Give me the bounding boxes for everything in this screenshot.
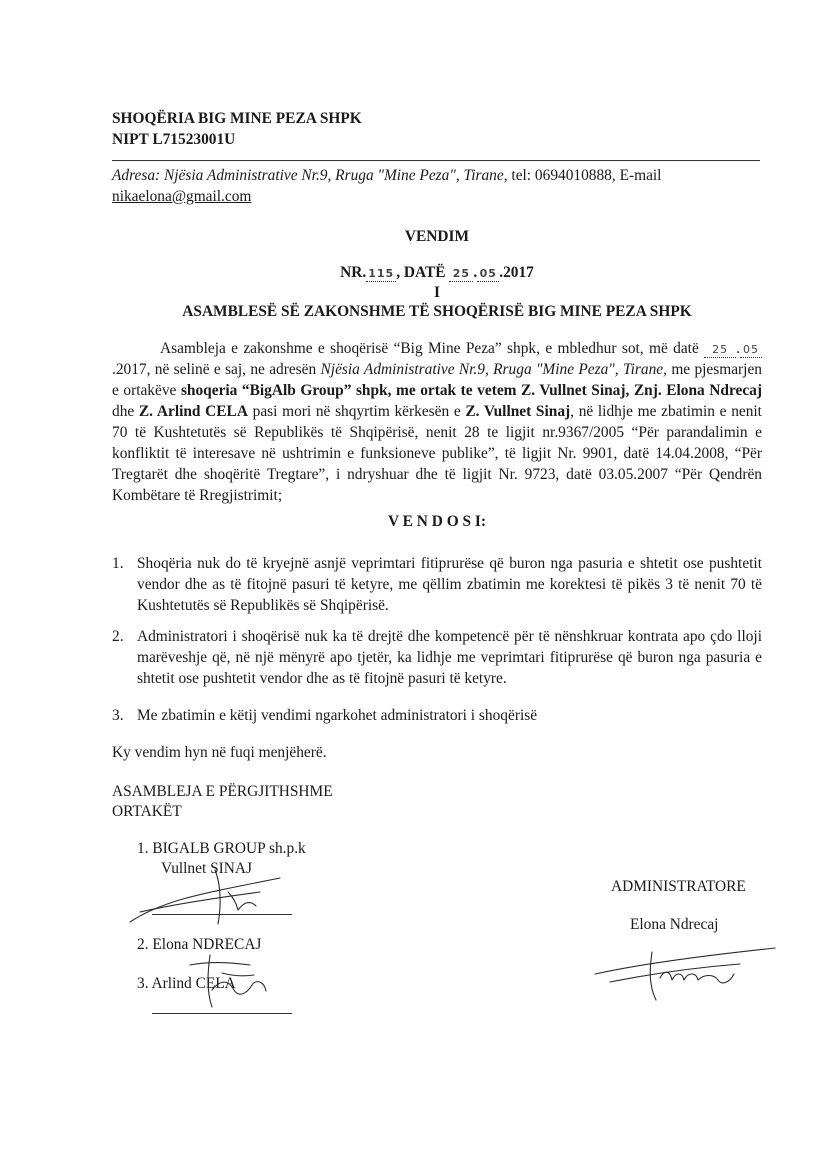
effect-statement: Ky vendim hyn në fuqi menjëherë. bbox=[112, 744, 327, 761]
intro-partner-cela: Z. Arlind CELA bbox=[138, 403, 248, 420]
intro-date-day: 25 bbox=[712, 343, 729, 356]
company-address bbox=[112, 165, 762, 186]
intro-address: Njësia Administrative Nr.9, Rruga "Mine Peza", Tirane, bbox=[320, 361, 667, 378]
decision-number: 1. bbox=[112, 555, 124, 572]
intro-text-5: pasi mori në shqyrtim kërkesën e bbox=[252, 403, 461, 420]
decision-number-line bbox=[112, 262, 762, 283]
partners-title: ORTAKËT bbox=[112, 803, 182, 820]
partner-name: Arlind CELA bbox=[151, 975, 236, 992]
signature-elona-ndrecaj bbox=[180, 935, 280, 1015]
date-separator: . bbox=[473, 264, 478, 281]
decision-text: Me zbatimin e këtij vendimi ngarkohet administratori i shoqërisë bbox=[137, 707, 538, 724]
partner-1-representative: Vullnet SINAJ bbox=[161, 860, 252, 877]
intro-text-2: .2017, në selinë e saj, ne adresën bbox=[112, 361, 317, 378]
vendosi-heading: V E N D O S I: bbox=[387, 513, 487, 530]
nr-handwritten: 115 bbox=[368, 267, 395, 280]
title-i-letter: I bbox=[434, 284, 440, 301]
administrator-name: Elona Ndrecaj bbox=[630, 916, 719, 933]
intro-text-4: dhe bbox=[112, 403, 135, 420]
assembly-signature-title: ASAMBLEJA E PËRGJITHSHME bbox=[112, 783, 333, 800]
decision-item-1 bbox=[112, 553, 762, 616]
date-suffix: .2017 bbox=[499, 264, 534, 281]
partner-name: BIGALB GROUP sh.p.k bbox=[152, 840, 306, 857]
date-prefix: , DATË bbox=[396, 264, 446, 281]
intro-text-3: me pjesmarjen e ortakëve bbox=[112, 361, 762, 399]
intro-paragraph: Asambleja e zakonshme e shoqërisë “Big Mine Peza” shpk, e mbledhur sot, më datë 25 . 05.2017, në selinë e saj, ne adresën Njësia Administrative Nr.9, Rruga "Mine Peza", Tirane, me pjesmarjen e ortakëve shoqeria “BigAlb Group” shpk, me ortak te vetem Z. Vullnet Sinaj, Znj. Elona Ndrecaj dhe Z. Arlind CELA pasi mori në shqyrtim kërkesën e Z. Vullnet Sinaj, në lidhje me zbatimin e nenit 70 të Kushtetutës së Republikës të Shqipërisë, nenit 28 te ligjit nr.9367/2005 “Për parandalimin e konfliktit të interesave në ushtrimin e funksioneve publike”, të ligjit Nr. 9901, datë 14.04.2008, “Për Tregtarët dhe shoqëritë Tregtare”, i ndryshuar dhe të ligjit Nr. 9723, datë 03.05.2007 “Për Qendrën Kombëtare të Rregjistrimit; bbox=[112, 340, 762, 504]
decision-text: Administratori i shoqërisë nuk ka të drejtë dhe kompetencë për të nënshkruar kontrata apo çdo lloji marëveshje që, në një mënyrë apo tjetër, ka lidhje me veprimtari fitiprurëse që buron nga pasuria e shtetit ose pushtetit vendor dhe as të fitojnë pasuri të ketyre. bbox=[137, 628, 762, 687]
intro-partners: shoqeria “BigAlb Group” shpk, me ortak te vetem Z. Vullnet Sinaj, Znj. Elona Ndrecaj bbox=[180, 382, 762, 399]
decision-item-2 bbox=[112, 626, 762, 689]
intro-date-month: 05 bbox=[743, 343, 759, 356]
address-label: Adresa: bbox=[112, 167, 161, 184]
decision-text: Shoqëria nuk do të kryejnë asnjë veprimtari fitiprurëse që buron nga pasuria e shtetit ose pushtetit vendor dhe as të fitojnë pasuri të ketyre, me qëllim zbatimin me korektesi të pikës 3 të nenit 70 të Kushtetutës së Republikës së Shqipërisë. bbox=[137, 555, 762, 614]
header-divider bbox=[112, 160, 760, 161]
company-name: SHOQËRIA BIG MINE PEZA SHPK bbox=[112, 110, 362, 127]
partner-number: 1. bbox=[137, 840, 149, 857]
decision-number: 2. bbox=[112, 628, 124, 645]
company-email[interactable]: nikaelona@gmail.com bbox=[112, 188, 252, 205]
address-contact: tel: 0694010888, E-mail bbox=[511, 167, 662, 184]
partner-number: 2. bbox=[137, 936, 149, 953]
signature-vullnet-sinaj bbox=[120, 862, 290, 932]
intro-text-6: , në lidhje me zbatimin e nenit 70 të Kushtetutës së Republikës të Shqipërisë, nenit 28 te ligjit nr.9367/2005 “Për parandalimin e konfliktit të interesave në ushtrimin e funksioneve publike”, të ligjit Nr. 9901, datë 14.04.2008, “Për Tregtarët dhe shoqëritë Tregtare”, i ndryshuar dhe të ligjit Nr. 9723, datë 03.05.2007 “Për Qendrën Kombëtare të Rregjistrimit; bbox=[112, 403, 762, 504]
document-heading: VENDIM bbox=[404, 228, 470, 245]
partner-1 bbox=[137, 838, 306, 859]
intro-requester: Z. Vullnet Sinaj bbox=[465, 403, 571, 420]
company-nipt: NIPT L71523001U bbox=[112, 131, 236, 148]
address-text: Njësia Administrative Nr.9, Rruga "Mine Peza", Tirane, bbox=[164, 167, 508, 184]
administrator-title: ADMINISTRATORE bbox=[611, 878, 746, 895]
decision-number: 3. bbox=[112, 707, 124, 724]
date-month-handwritten: 05 bbox=[479, 267, 497, 280]
signature-administrator bbox=[590, 934, 780, 1004]
partner-name: Elona NDRECAJ bbox=[152, 936, 262, 953]
partner-number: 3. bbox=[137, 975, 149, 992]
date-day-handwritten: 25 bbox=[452, 267, 471, 280]
intro-text-1: Asambleja e zakonshme e shoqërisë “Big Mine Peza” shpk, e mbledhur sot, më datë bbox=[160, 340, 699, 357]
nr-prefix: NR. bbox=[340, 264, 367, 281]
decision-item-3 bbox=[112, 705, 762, 726]
assembly-title: ASAMBLESË SË ZAKONSHME TË SHOQËRISË BIG MINE PEZA SHPK bbox=[182, 303, 692, 320]
